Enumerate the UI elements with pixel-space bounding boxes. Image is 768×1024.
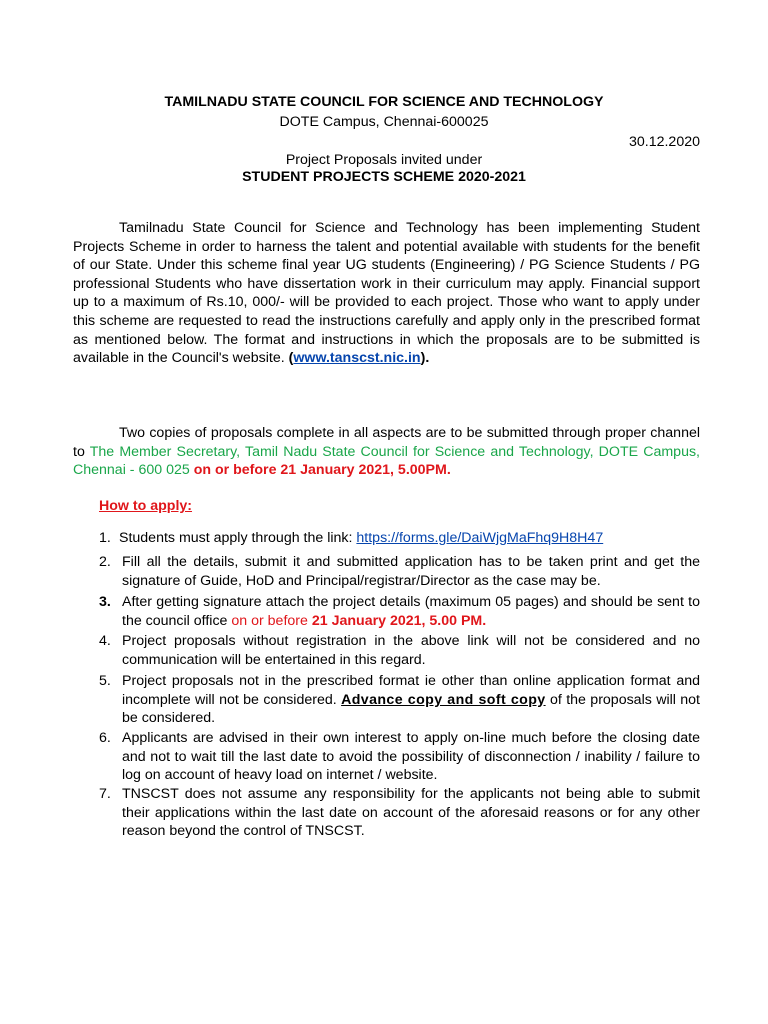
step-text: Students must apply through the link:: [119, 530, 353, 546]
intro-paragraph: [73, 219, 700, 368]
step-number: 4.: [99, 633, 111, 649]
submission-lead: Two copies of proposals complete in all aspects are to be submitted through proper channel to: [73, 425, 700, 460]
step-text: After getting signature attach the project details (maximum 05 pages) and should be sent to the council office: [122, 594, 700, 629]
website-link[interactable]: www.tanscst.nic.in: [293, 350, 421, 367]
org-address: DOTE Campus, Chennai-600025: [279, 114, 489, 130]
step-number: 7.: [99, 786, 111, 802]
step-6: [99, 729, 700, 785]
step-emphasis: Advance copy and soft copy: [341, 691, 546, 708]
step-4: [99, 632, 700, 669]
website-close-paren: ).: [420, 350, 430, 367]
notice-date: 30.12.2020: [628, 134, 700, 150]
step-3: [99, 593, 700, 630]
step-number: 1.: [99, 530, 111, 546]
how-to-apply-heading: How to apply:: [99, 498, 193, 514]
step-text: Project proposals not in the prescribed format ie other than online application format and incomplete will not be considered.: [122, 673, 700, 708]
submission-deadline: on or before 21 January 2021, 5.00PM.: [193, 462, 451, 479]
step-text: Fill all the details, submit it and submitted application has to be taken print and get the signature of Guide, HoD and Principal/registrar/Director as the case may be.: [122, 554, 700, 589]
submission-address: The Member Secretary, Tamil Nadu State Council for Science and Technology, DOTE Campus, Chennai - 600 025: [73, 443, 700, 479]
step-number: 6.: [99, 730, 111, 746]
step-5: [99, 672, 700, 728]
step-number: 5.: [99, 673, 111, 689]
website-open-paren: (: [288, 350, 294, 367]
step-number: 2.: [99, 554, 111, 570]
step-deadline: 21 January 2021, 5.00 PM.: [311, 612, 487, 629]
step-text: Applicants are advised in their own interest to apply on-line much before the closing date and not to wait till the last date to avoid the possibility of disconnection / inability / failure to log on account of heavy load on internet / website.: [122, 730, 700, 784]
step-text: Project proposals without registration in the above link will not be considered and no communication will be entertained in this regard.: [122, 633, 700, 668]
step-tail: of the proposals will not be considered.: [122, 691, 700, 727]
step-2: [99, 553, 700, 590]
notice-subtitle: Project Proposals invited under: [285, 152, 483, 168]
step-7: [99, 785, 700, 841]
intro-text: Tamilnadu State Council for Science and Technology has been implementing Student Projects Scheme in order to harness the talent and potential available with students for the benefit of our State. Under this scheme final year UG students (Engineering) / PG Science Students / PG professional Students who have dissertation work in their curriculum may apply. Financial support up to a maximum of Rs.10, 000/- will be provided to each project. Those who want to apply under this scheme are requested to read the instructions carefully and apply only in the prescribed format as mentioned below. The format and instructions in which the proposals are to be submitted is available in the Council's website.: [73, 220, 700, 367]
application-form-link[interactable]: https://forms.gle/DaiWjgMaFhq9H8H47: [356, 530, 604, 546]
scheme-title: STUDENT PROJECTS SCHEME 2020-2021: [242, 169, 526, 185]
submission-paragraph: [73, 424, 700, 480]
org-title: TAMILNADU STATE COUNCIL FOR SCIENCE AND TECHNOLOGY: [164, 94, 604, 110]
step-text: TNSCST does not assume any responsibility for the applicants not being able to submit their applications within the last date on account of the aforesaid reasons or for any other reason beyond the control of TNSCST.: [122, 786, 700, 840]
step-deadline-prefix: on or before: [231, 612, 308, 629]
step-1: [99, 529, 700, 548]
step-number: 3.: [99, 594, 111, 610]
